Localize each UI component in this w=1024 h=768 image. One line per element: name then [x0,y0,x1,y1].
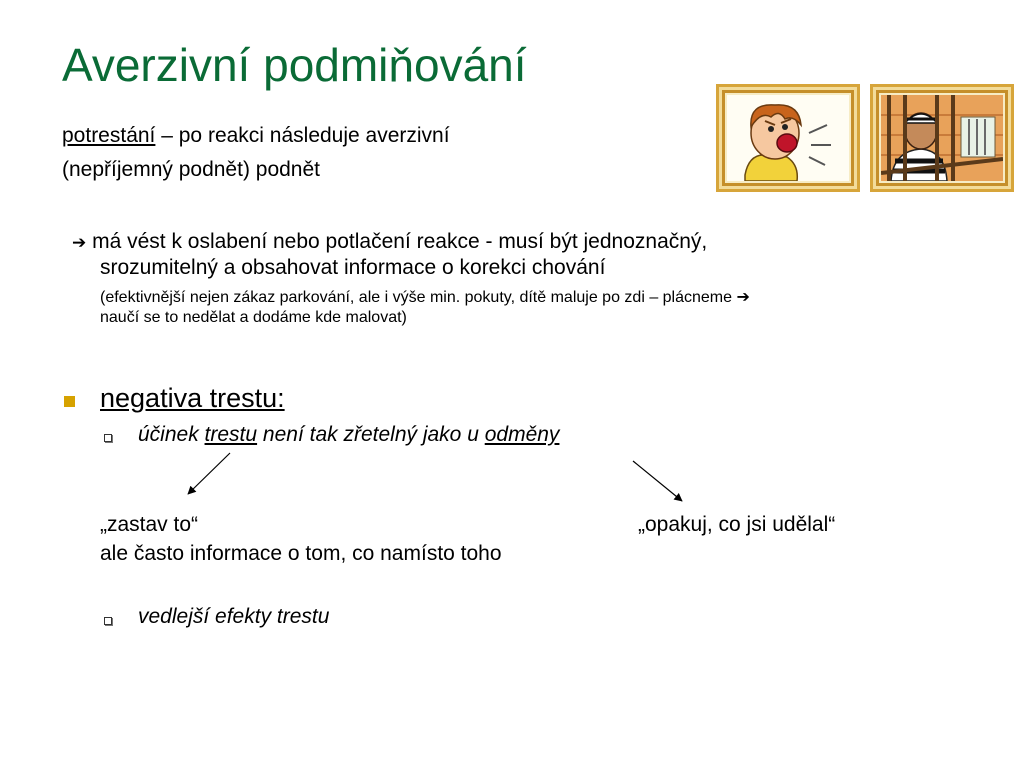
point-line-2: srozumitelný a obsahovat informace o korekci chování [100,256,606,279]
right-arrow-icon: ➔ [72,233,87,252]
hollow-bullet-icon [104,617,112,625]
arrow-to-left-label [188,453,230,494]
term-potrestani: potrestání [62,124,156,147]
negatives-heading: negativa trestu: [100,383,285,413]
point-line-1: ➔ má vést k oslabení nebo potlačení reakce - musí být jednoznačný, [72,230,708,253]
right-label: „opakuj, co jsi udělal“ [638,513,836,536]
example-line-2: naučí se to nedělat a dodáme kde malovat) [100,309,407,326]
example-line-1: (efektivnější nejen zákaz parkování, ale i výše min. pokuty, dítě maluje po zdi – plácneme ➔ [100,289,750,306]
negatives-item-2: vedlejší efekty trestu [138,605,330,628]
negatives-item-1: účinek trestu není tak zřetelný jako u odměny [138,423,560,446]
arrow-to-right-label [633,461,682,501]
info-line: ale často informace o tom, co namísto toho [100,542,502,565]
definition-line-2: (nepříjemný podnět) podnět [62,158,320,181]
left-label: „zastav to“ [100,513,199,536]
page-title: Averzivní podmiňování [62,39,527,91]
definition-rest: – po reakci následuje averzivní [155,124,450,147]
